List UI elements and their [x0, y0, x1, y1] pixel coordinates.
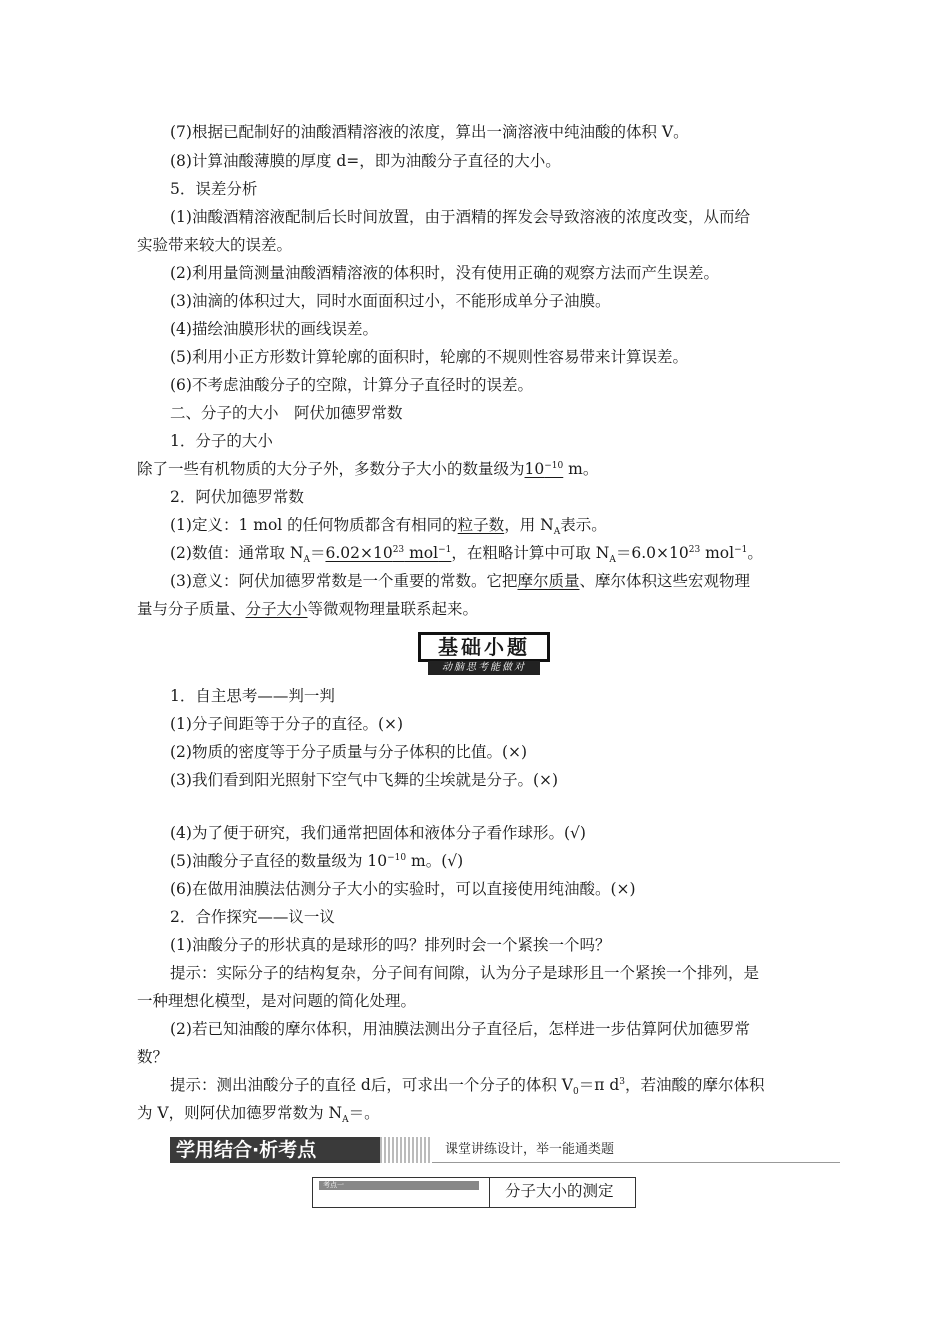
question-line: (1)油酸分子的形状真的是球形的吗？排列时会一个紧挨一个吗？ — [170, 936, 611, 954]
quiz-item: (4)为了便于研究，我们通常把固体和液体分子看作球形。(√) — [170, 824, 586, 842]
text-line: (3)油滴的体积过大，同时水面面积过小，不能形成单分子油膜。 — [170, 292, 611, 310]
text-line: 实验带来较大的误差。 — [137, 236, 293, 254]
text-line: (7)根据已配制好的油酸酒精溶液的浓度，算出一滴溶液中纯油酸的体积 V。 — [170, 123, 689, 141]
hint-line: 为 V，则阿伏加德罗常数为 $N_A=$。 — [137, 1104, 380, 1126]
quiz-item: (5)油酸分子直径的数量级为 $10^{-10}$ m。(√) — [170, 852, 464, 870]
banner-title: 学用结合·析考点 — [170, 1137, 380, 1163]
question-line: 数？ — [137, 1048, 169, 1066]
subsection-heading: 2．合作探究——议一议 — [170, 908, 335, 926]
question-line: (2)若已知油酸的摩尔体积，用油膜法测出分子直径后，怎样进一步估算阿伏加德罗常 — [170, 1020, 750, 1038]
basic-questions-banner — [418, 632, 550, 674]
text-line: (6)不考虑油酸分子的空隙，计算分子直径时的误差。 — [170, 376, 533, 394]
quiz-item: (6)在做用油膜法估测分子大小的实验时，可以直接使用纯油酸。(×) — [170, 880, 636, 898]
text-line: (8)计算油酸薄膜的厚度 d=，即为油酸分子直径的大小。 — [170, 152, 561, 170]
blank-answer: $6.02\times 10^{23}$ mol$^{-1}$ — [325, 544, 452, 562]
subsection-heading: 1．自主思考——判一判 — [170, 687, 335, 705]
quiz-item: (3)我们看到阳光照射下空气中飞舞的尘埃就是分子。(×) — [170, 771, 559, 789]
text-line: (5)利用小正方形数计算轮廓的面积时，轮廓的不规则性容易带来计算误差。 — [170, 348, 688, 366]
section-heading: 二、分子的大小 阿伏加德罗常数 — [170, 404, 403, 422]
molecule-size-line: 除了一些有机物质的大分子外，多数分子大小的数量级为$10^{-10}$ m。 — [137, 460, 599, 478]
banner-rule — [432, 1162, 840, 1163]
blank-answer: 摩尔质量 — [517, 572, 580, 590]
topic-table — [312, 1177, 636, 1208]
banner-subtitle: 动脑思考能做对 — [428, 661, 540, 675]
text-line: (4)描绘油膜形状的画线误差。 — [170, 320, 378, 338]
blank-answer: 粒子数 — [457, 516, 505, 534]
topic-title: 分子大小的测定 — [505, 1182, 614, 1200]
quiz-item: (1)分子间距等于分子的直径。(×) — [170, 715, 404, 733]
text-line: (1)油酸酒精溶液配制后长时间放置，由于酒精的挥发会导致溶液的浓度改变，从而给 — [170, 208, 750, 226]
quiz-item: (2)物质的密度等于分子质量与分子体积的比值。(×) — [170, 743, 528, 761]
meaning-line: (3)意义：阿伏加德罗常数是一个重要的常数。它把摩尔质量、摩尔体积这些宏观物理 — [170, 572, 750, 590]
hint-line: 提示：测出油酸分子的直径 d后，可求出一个分子的体积 $V_0=\pi$ $d^3$，若油酸的摩尔体积 — [170, 1076, 765, 1098]
topic-tag-cell — [313, 1178, 490, 1207]
value-line: (2)数值：通常取 $N_A=6.02\times 10^{23}$ mol$^{-1}$，在粗略计算中可取 $N_A=6.0\times 10^{23}$ mol$^{-1}$。 — [170, 544, 763, 566]
topic-tag: 考点一 — [319, 1181, 479, 1190]
subsection-heading: 1．分子的大小 — [170, 432, 273, 450]
hint-line: 一种理想化模型，是对问题的简化处理。 — [137, 992, 417, 1010]
banner-subtitle: 课堂讲练设计，举一能通类题 — [445, 1142, 615, 1157]
banner-title: 基础小题 — [418, 632, 550, 662]
analysis-banner — [170, 1137, 840, 1163]
hint-line: 提示：实际分子的结构复杂，分子间有间隙，认为分子是球形且一个紧挨一个排列，是 — [170, 964, 760, 982]
text-line: (2)利用量筒测量油酸酒精溶液的体积时，没有使用正确的观察方法而产生误差。 — [170, 264, 719, 282]
section-heading: 5．误差分析 — [170, 180, 258, 198]
banner-stripes — [380, 1137, 432, 1163]
definition-line: (1)定义：1 mol 的任何物质都含有相同的粒子数，用 $N_A$表示。 — [170, 516, 607, 538]
blank-answer: 分子大小 — [245, 600, 308, 618]
meaning-line: 量与分子质量、分子大小等微观物理量联系起来。 — [137, 600, 479, 618]
blank-answer: $10^{-10}$ — [524, 460, 564, 478]
subsection-heading: 2．阿伏加德罗常数 — [170, 488, 304, 506]
